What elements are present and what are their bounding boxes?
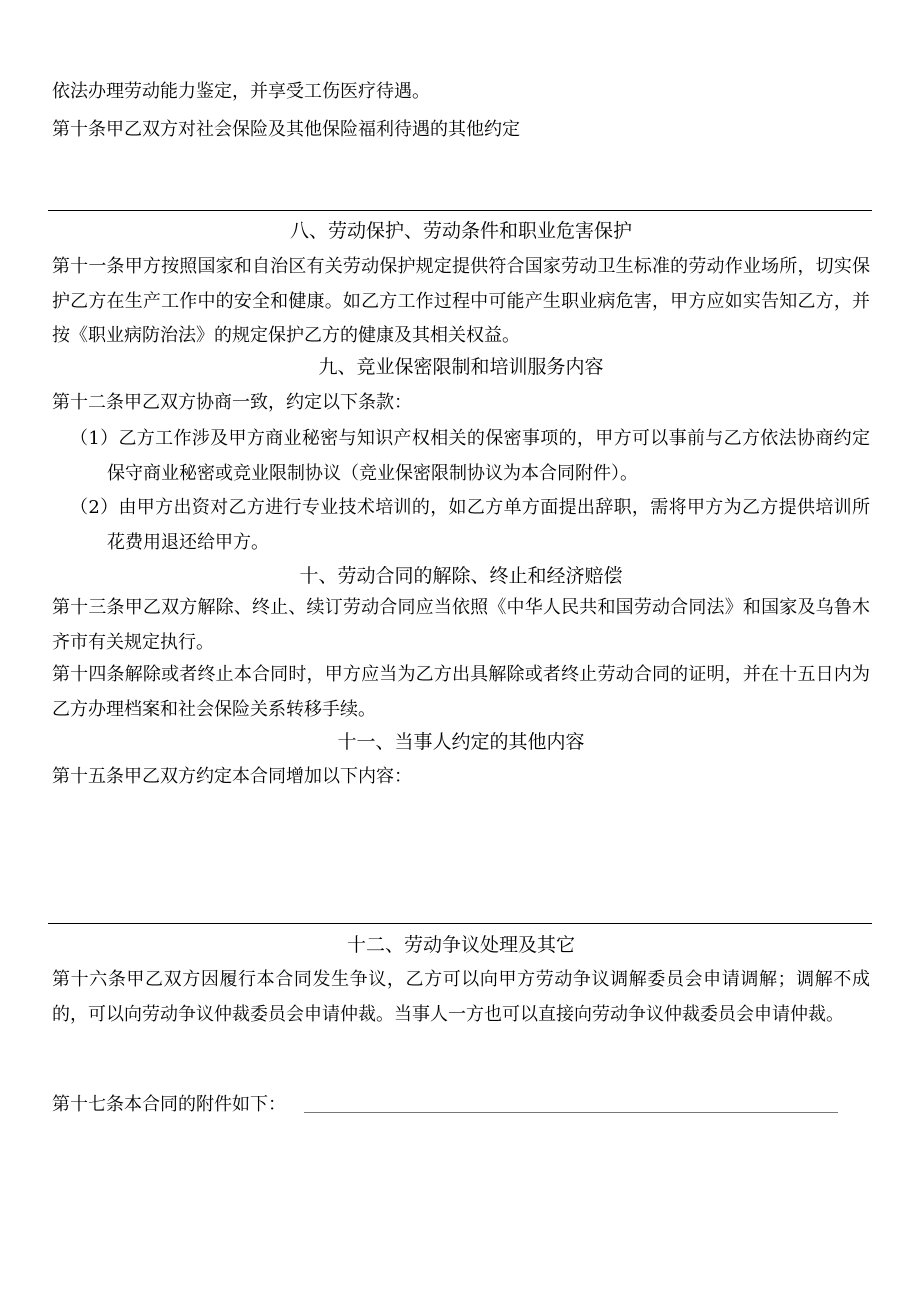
section-8-title: 八、劳动保护、劳动条件和职业危害保护 [289, 220, 632, 242]
section-9-title: 九、竞业保密限制和培训服务内容 [318, 356, 604, 378]
article-17: 第十七条本合同的附件如下： [52, 1094, 286, 1115]
section-12-title: 十二、劳动争议处理及其它 [346, 934, 575, 956]
section-11-title: 十一、当事人约定的其他内容 [337, 731, 585, 753]
section-10-title: 十、劳动合同的解除、终止和经济赔偿 [299, 565, 623, 587]
divider-rule [48, 923, 872, 924]
article-11: 第十一条甲方按照国家和自治区有关劳动保护规定提供符合国家劳动卫生标准的劳动作业场所，切实保护乙方在生产工作中的安全和健康。如乙方工作过程中可能产生职业病危害，甲方应如实告知乙方，并按《职业病防治法》的规定保护乙方的健康及其相关权益。 [52, 256, 870, 346]
divider-rule [48, 210, 872, 211]
intro-line: 依法办理劳动能力鉴定，并享受工伤医疗待遇。 [52, 81, 430, 102]
article-12: 第十二条甲乙双方协商一致，约定以下条款： [52, 392, 412, 413]
article-15: 第十五条甲乙双方约定本合同增加以下内容： [52, 766, 412, 787]
article-13: 第十三条甲乙双方解除、终止、续订劳动合同应当依照《中华人民共和国劳动合同法》和国家及乌鲁木齐市有关规定执行。 [52, 597, 870, 653]
article-12-item-1: （1）乙方工作涉及甲方商业秘密与知识产权相关的保密事项的，甲方可以事前与乙方依法协商约定保守商业秘密或竞业限制协议（竞业保密限制协议为本合同附件）。 [70, 428, 870, 484]
article-12-item-2: （2）由甲方出资对乙方进行专业技术培训的，如乙方单方面提出辞职，需将甲方为乙方提供培训所花费用退还给甲方。 [70, 497, 870, 553]
article-10: 第十条甲乙双方对社会保险及其他保险福利待遇的其他约定 [52, 119, 520, 140]
article-14: 第十四条解除或者终止本合同时，甲方应当为乙方出具解除或者终止劳动合同的证明，并在十五日内为乙方办理档案和社会保险关系转移手续。 [52, 664, 870, 720]
article-16: 第十六条甲乙双方因履行本合同发生争议，乙方可以向甲方劳动争议调解委员会申请调解；调解不成的，可以向劳动争议仲裁委员会申请仲裁。当事人一方也可以直接向劳动争议仲裁委员会申请仲裁。 [52, 969, 870, 1025]
attachment-blank-line [304, 1111, 838, 1113]
article-17-line [52, 1088, 870, 1122]
